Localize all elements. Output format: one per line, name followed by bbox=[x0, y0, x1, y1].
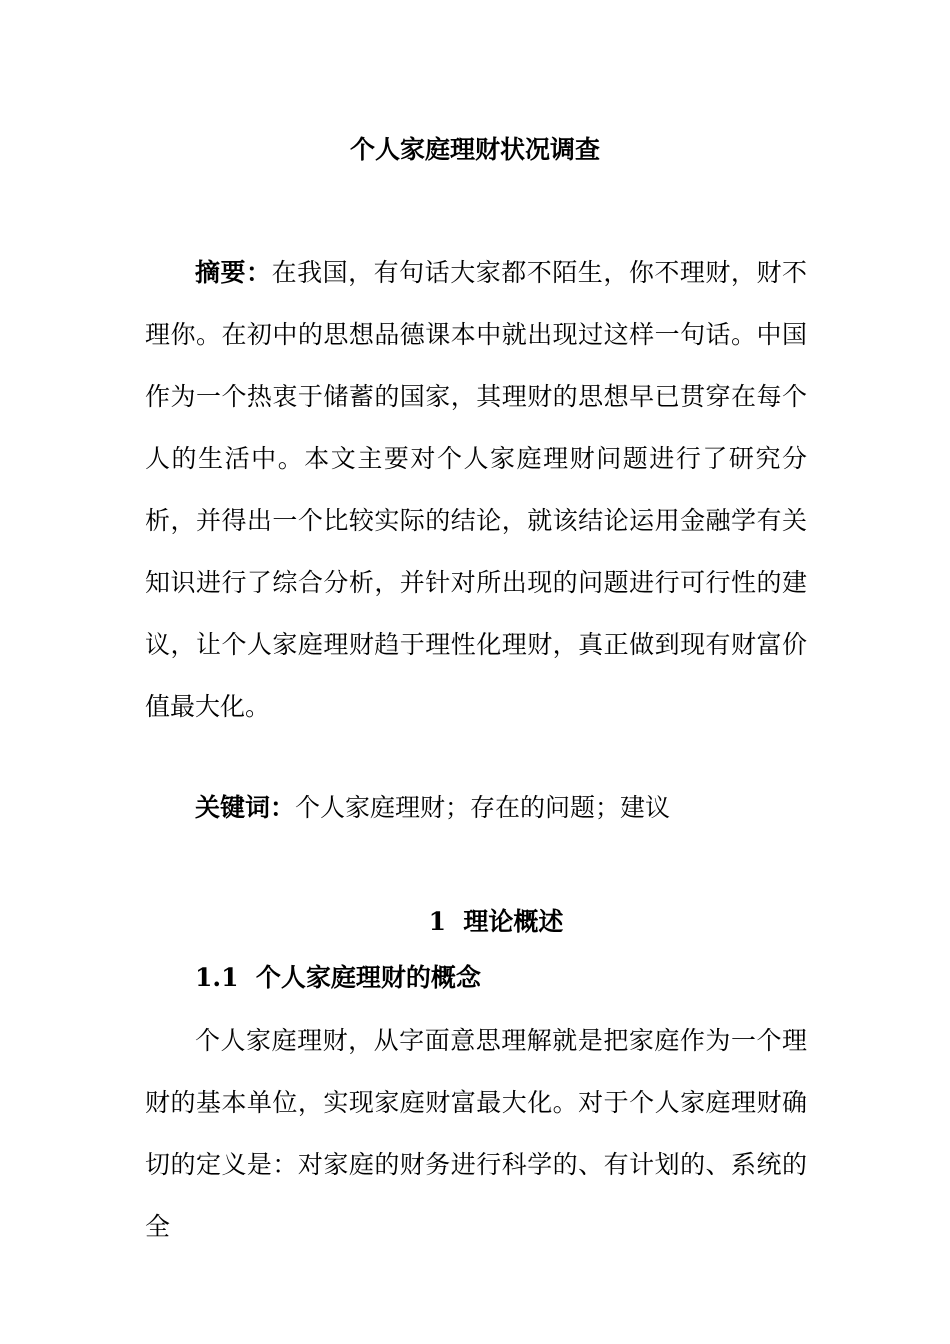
keywords-line bbox=[195, 786, 805, 830]
document-title: 个人家庭理财状况调查 bbox=[349, 135, 600, 164]
abstract-paragraph bbox=[145, 242, 807, 738]
section-heading: 1 理论概述 bbox=[428, 907, 564, 936]
abstract-text: 在我国，有句话大家都不陌生，你不理财，财不理你。在初中的思想品德课本中就出现过这样一句话。中国作为一个热衷于储蓄的国家，其理财的思想早已贯穿在每个人的生活中。本文主要对个人家庭理财问题进行了研究分析，并得出一个比较实际的结论，就该结论运用金融学有关知识进行了综合分析，并针对所出现的问题进行可行性的建议，让个人家庭理财趋于理性化理财，真正做到现有财富价值最大化。 bbox=[145, 258, 807, 721]
body-paragraph: 个人家庭理财，从字面意思理解就是把家庭作为一个理财的基本单位，实现家庭财富最大化。对于个人家庭理财确切的定义是：对家庭的财务进行科学的、有计划的、系统的全 bbox=[145, 1026, 807, 1241]
keywords-text: 个人家庭理财；存在的问题；建议 bbox=[295, 793, 671, 822]
abstract-label: 摘要： bbox=[195, 258, 272, 287]
subsection-heading: 1.1 个人家庭理财的概念 bbox=[195, 963, 481, 992]
keywords-label: 关键词： bbox=[195, 793, 296, 822]
